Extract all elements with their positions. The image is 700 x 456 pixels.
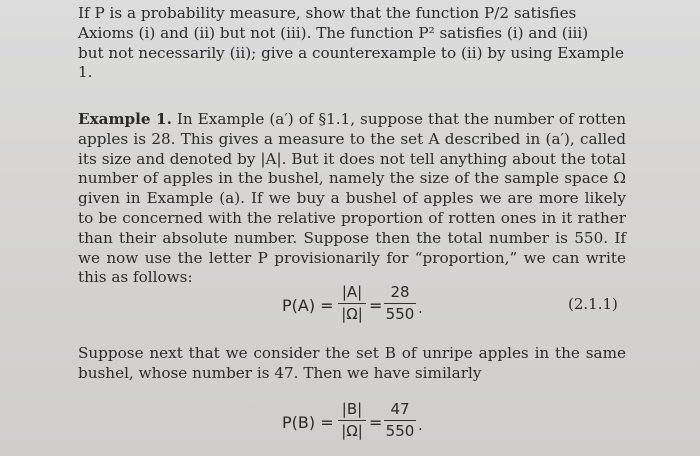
next-paragraph-text: Suppose next that we consider the set B of unripe apples in the same bushel, whose number is 47. Then we have similarly — [78, 344, 626, 382]
equals-sign: = — [369, 296, 383, 315]
fraction-denominator: 550 — [385, 422, 415, 440]
equation-unripe — [0, 400, 700, 446]
example-paragraph — [78, 110, 626, 288]
fraction-denominator: 550 — [385, 305, 415, 323]
fraction-denominator: |Ω| — [341, 422, 363, 440]
equation-2-1-1 — [0, 283, 700, 329]
equation-period: . — [418, 416, 423, 434]
equation-lhs: P(A) = — [282, 296, 334, 315]
example-heading: Example 1. — [78, 110, 172, 128]
fraction-set-size — [338, 283, 366, 324]
example-body: In Example (a′) of §1.1, suppose that the number of rotten apples is 28. This gives a measure to the set A described in (a′), called its size and denoted by |A|. But it does not tell anything about the total number of apples in the bushel, namely the size of the sample space Ω given in Example (a). If we buy a bushel of apples we are more likely to be concerned with the relative proportion of rotten ones in it rather than their absolute number. Suppose then the total number is 550. If we now use the letter P provisionarily for “proportion,” we can write this as follows: — [78, 110, 626, 287]
exercise-line: Axioms (i) and (ii) but not (iii). The function P² satisfies (i) and (iii) — [78, 23, 589, 42]
fraction-set-size — [338, 400, 366, 441]
fraction-numeric — [384, 283, 416, 324]
fraction-denominator: |Ω| — [341, 305, 363, 323]
fraction-numerator: |A| — [341, 283, 363, 301]
fraction-numerator: |B| — [341, 400, 363, 418]
fraction-bar — [384, 303, 416, 304]
fraction-bar — [338, 420, 366, 421]
equation-period: . — [418, 299, 423, 317]
equals-sign: = — [369, 413, 383, 432]
equation-number: (2.1.1) — [568, 295, 618, 313]
fraction-numeric — [384, 400, 416, 441]
fraction-bar — [338, 303, 366, 304]
fraction-numerator: 47 — [390, 400, 410, 418]
exercise-line: but not necessarily (ii); give a counterexample to (ii) by using Example — [78, 43, 624, 62]
exercise-paragraph — [78, 4, 626, 83]
next-paragraph — [78, 344, 626, 384]
exercise-line: 1. — [78, 63, 93, 82]
equation-lhs: P(B) = — [282, 413, 334, 432]
exercise-line: If P is a probability measure, show that the function P/2 satisfies — [78, 4, 577, 22]
fraction-bar — [384, 420, 416, 421]
fraction-numerator: 28 — [390, 283, 410, 301]
